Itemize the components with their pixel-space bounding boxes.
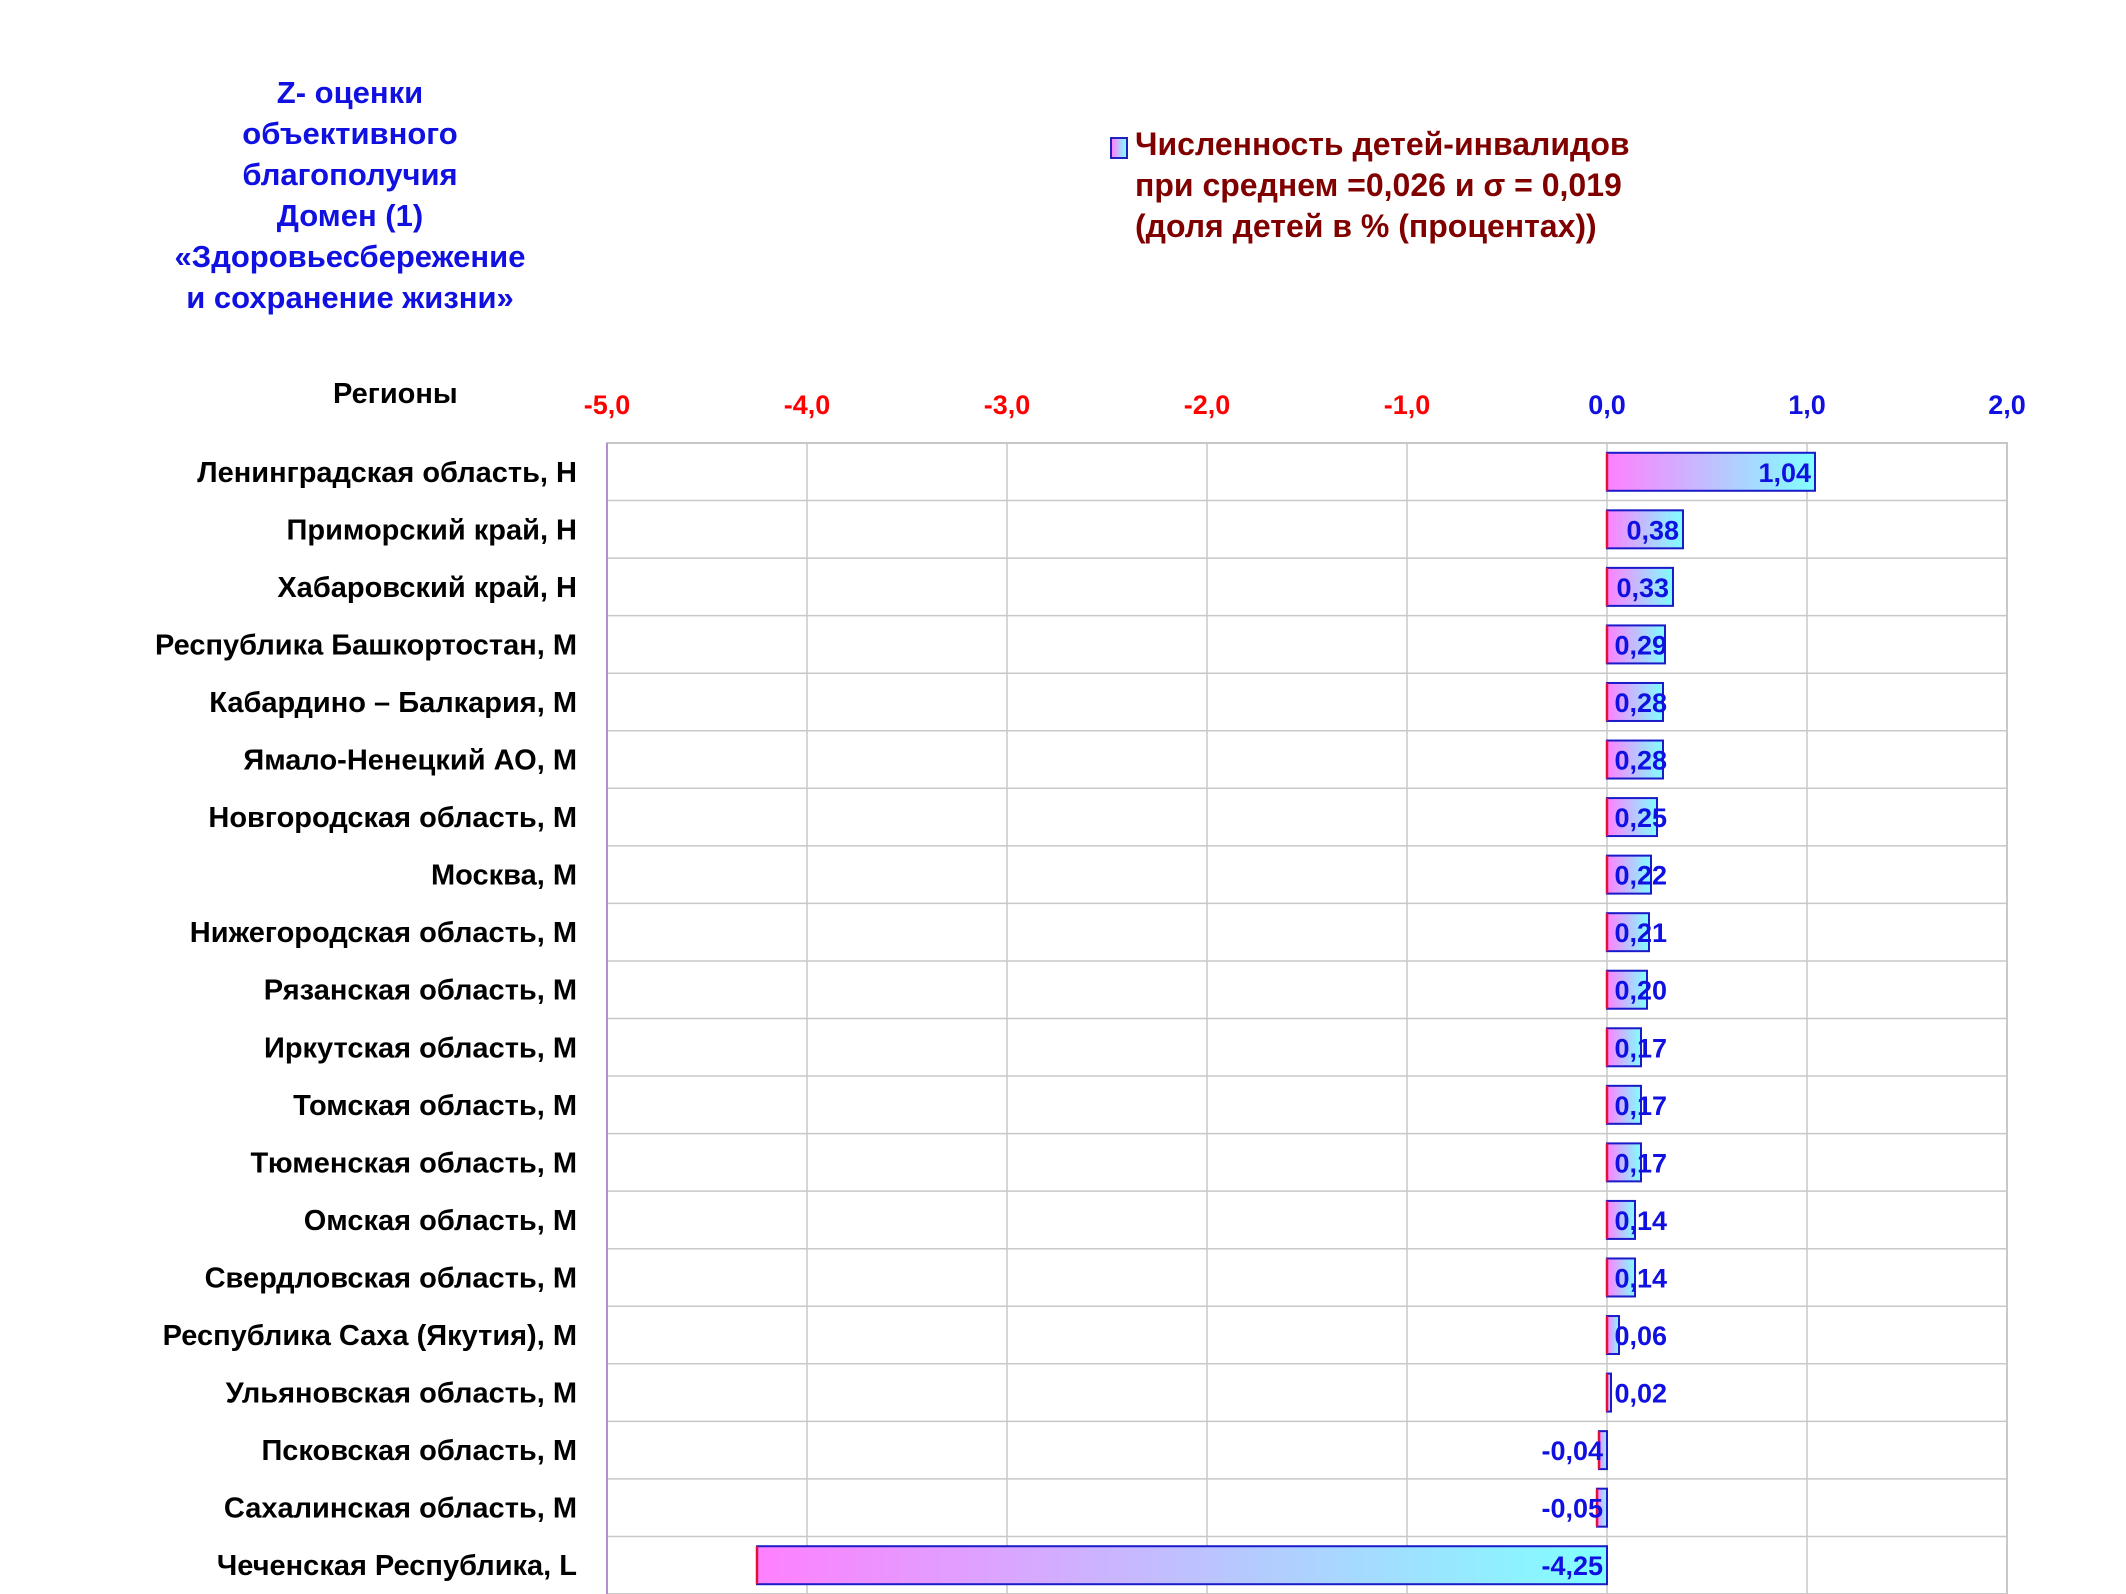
category-label: Приморский край, Н xyxy=(286,514,577,547)
bar-value-label: 0,21 xyxy=(1614,918,1667,949)
bar-value-label: 0,28 xyxy=(1614,745,1667,776)
category-label: Псковская область, М xyxy=(261,1435,577,1468)
category-label: Рязанская область, М xyxy=(263,974,577,1007)
title-line: благополучия xyxy=(242,157,458,192)
x-tick-label: 1,0 xyxy=(1788,390,1826,420)
category-label: Ямало-Ненецкий АО, М xyxy=(243,744,577,777)
bar-value-label: 0,17 xyxy=(1614,1033,1667,1064)
category-label: Иркутская область, М xyxy=(263,1032,577,1065)
bar-value-label: -0,05 xyxy=(1541,1493,1603,1524)
bar-value-label: 1,04 xyxy=(1758,457,1811,488)
bar-value-label: -4,25 xyxy=(1541,1551,1603,1582)
x-tick-label: -3,0 xyxy=(983,390,1031,420)
category-label: Новгородская область, М xyxy=(208,802,577,835)
category-label: Москва, М xyxy=(431,859,577,892)
category-label: Омская область, М xyxy=(303,1204,577,1237)
bar-value-label: 0,06 xyxy=(1614,1321,1667,1352)
x-tick-label: -4,0 xyxy=(783,390,831,420)
title-line: и сохранение жизни» xyxy=(186,280,514,315)
bar-value-label: 0,22 xyxy=(1614,860,1667,891)
x-tick-label: -1,0 xyxy=(1383,390,1431,420)
category-label: Ульяновская область, М xyxy=(225,1377,577,1410)
bar-value-label: -0,04 xyxy=(1541,1436,1603,1467)
bar-value-label: 0,17 xyxy=(1614,1148,1667,1179)
bar-value-label: 0,02 xyxy=(1614,1378,1667,1409)
bar-value-label: 0,14 xyxy=(1614,1263,1667,1294)
value-labels xyxy=(1541,458,1811,1581)
x-tick-label: -2,0 xyxy=(1183,390,1231,420)
x-tick-label: -5,0 xyxy=(583,390,631,420)
category-label: Республика Саха (Якутия), М xyxy=(162,1320,577,1353)
bar-value-label: 0,38 xyxy=(1626,515,1679,546)
y-header: Регионы xyxy=(333,378,458,410)
bar-value-label: 0,25 xyxy=(1614,803,1667,834)
category-label: Сахалинская область, М xyxy=(223,1492,577,1525)
title-line: объективного xyxy=(242,116,458,151)
grid xyxy=(607,443,2007,1594)
bar xyxy=(757,1546,1607,1584)
category-label: Кабардино – Балкария, М xyxy=(209,686,577,719)
category-label: Чеченская Республика, L xyxy=(216,1550,577,1583)
x-axis-ticks xyxy=(584,390,2026,420)
title-line: «Здоровьесбережение xyxy=(174,239,526,274)
legend-line: Численность детей-инвалидов xyxy=(1135,126,1630,162)
x-tick-label: 0,0 xyxy=(1588,390,1626,420)
category-label: Республика Башкортостан, М xyxy=(154,629,577,662)
legend-line: (доля детей в % (процентах)) xyxy=(1135,208,1597,244)
bar-value-label: 0,17 xyxy=(1614,1090,1667,1121)
category-label: Тюменская область, М xyxy=(250,1147,577,1180)
bar-value-label: 0,28 xyxy=(1614,687,1667,718)
category-label: Хабаровский край, Н xyxy=(277,571,577,604)
title-line: Домен (1) xyxy=(276,198,424,233)
category-labels xyxy=(155,457,577,1582)
legend-line: при среднем =0,026 и σ = 0,019 xyxy=(1135,167,1622,203)
title-line: Z- оценки xyxy=(276,75,424,110)
x-tick-label: 2,0 xyxy=(1988,390,2026,420)
category-label: Ленинградская область, Н xyxy=(197,456,577,489)
category-label: Свердловская область, М xyxy=(204,1262,577,1295)
category-label: Томская область, М xyxy=(293,1089,577,1122)
bar-value-label: 0,33 xyxy=(1616,572,1669,603)
category-label: Нижегородская область, М xyxy=(189,917,577,950)
bar-value-label: 0,29 xyxy=(1614,630,1667,661)
bar-value-label: 0,14 xyxy=(1614,1205,1667,1236)
bar-value-label: 0,20 xyxy=(1614,975,1667,1006)
